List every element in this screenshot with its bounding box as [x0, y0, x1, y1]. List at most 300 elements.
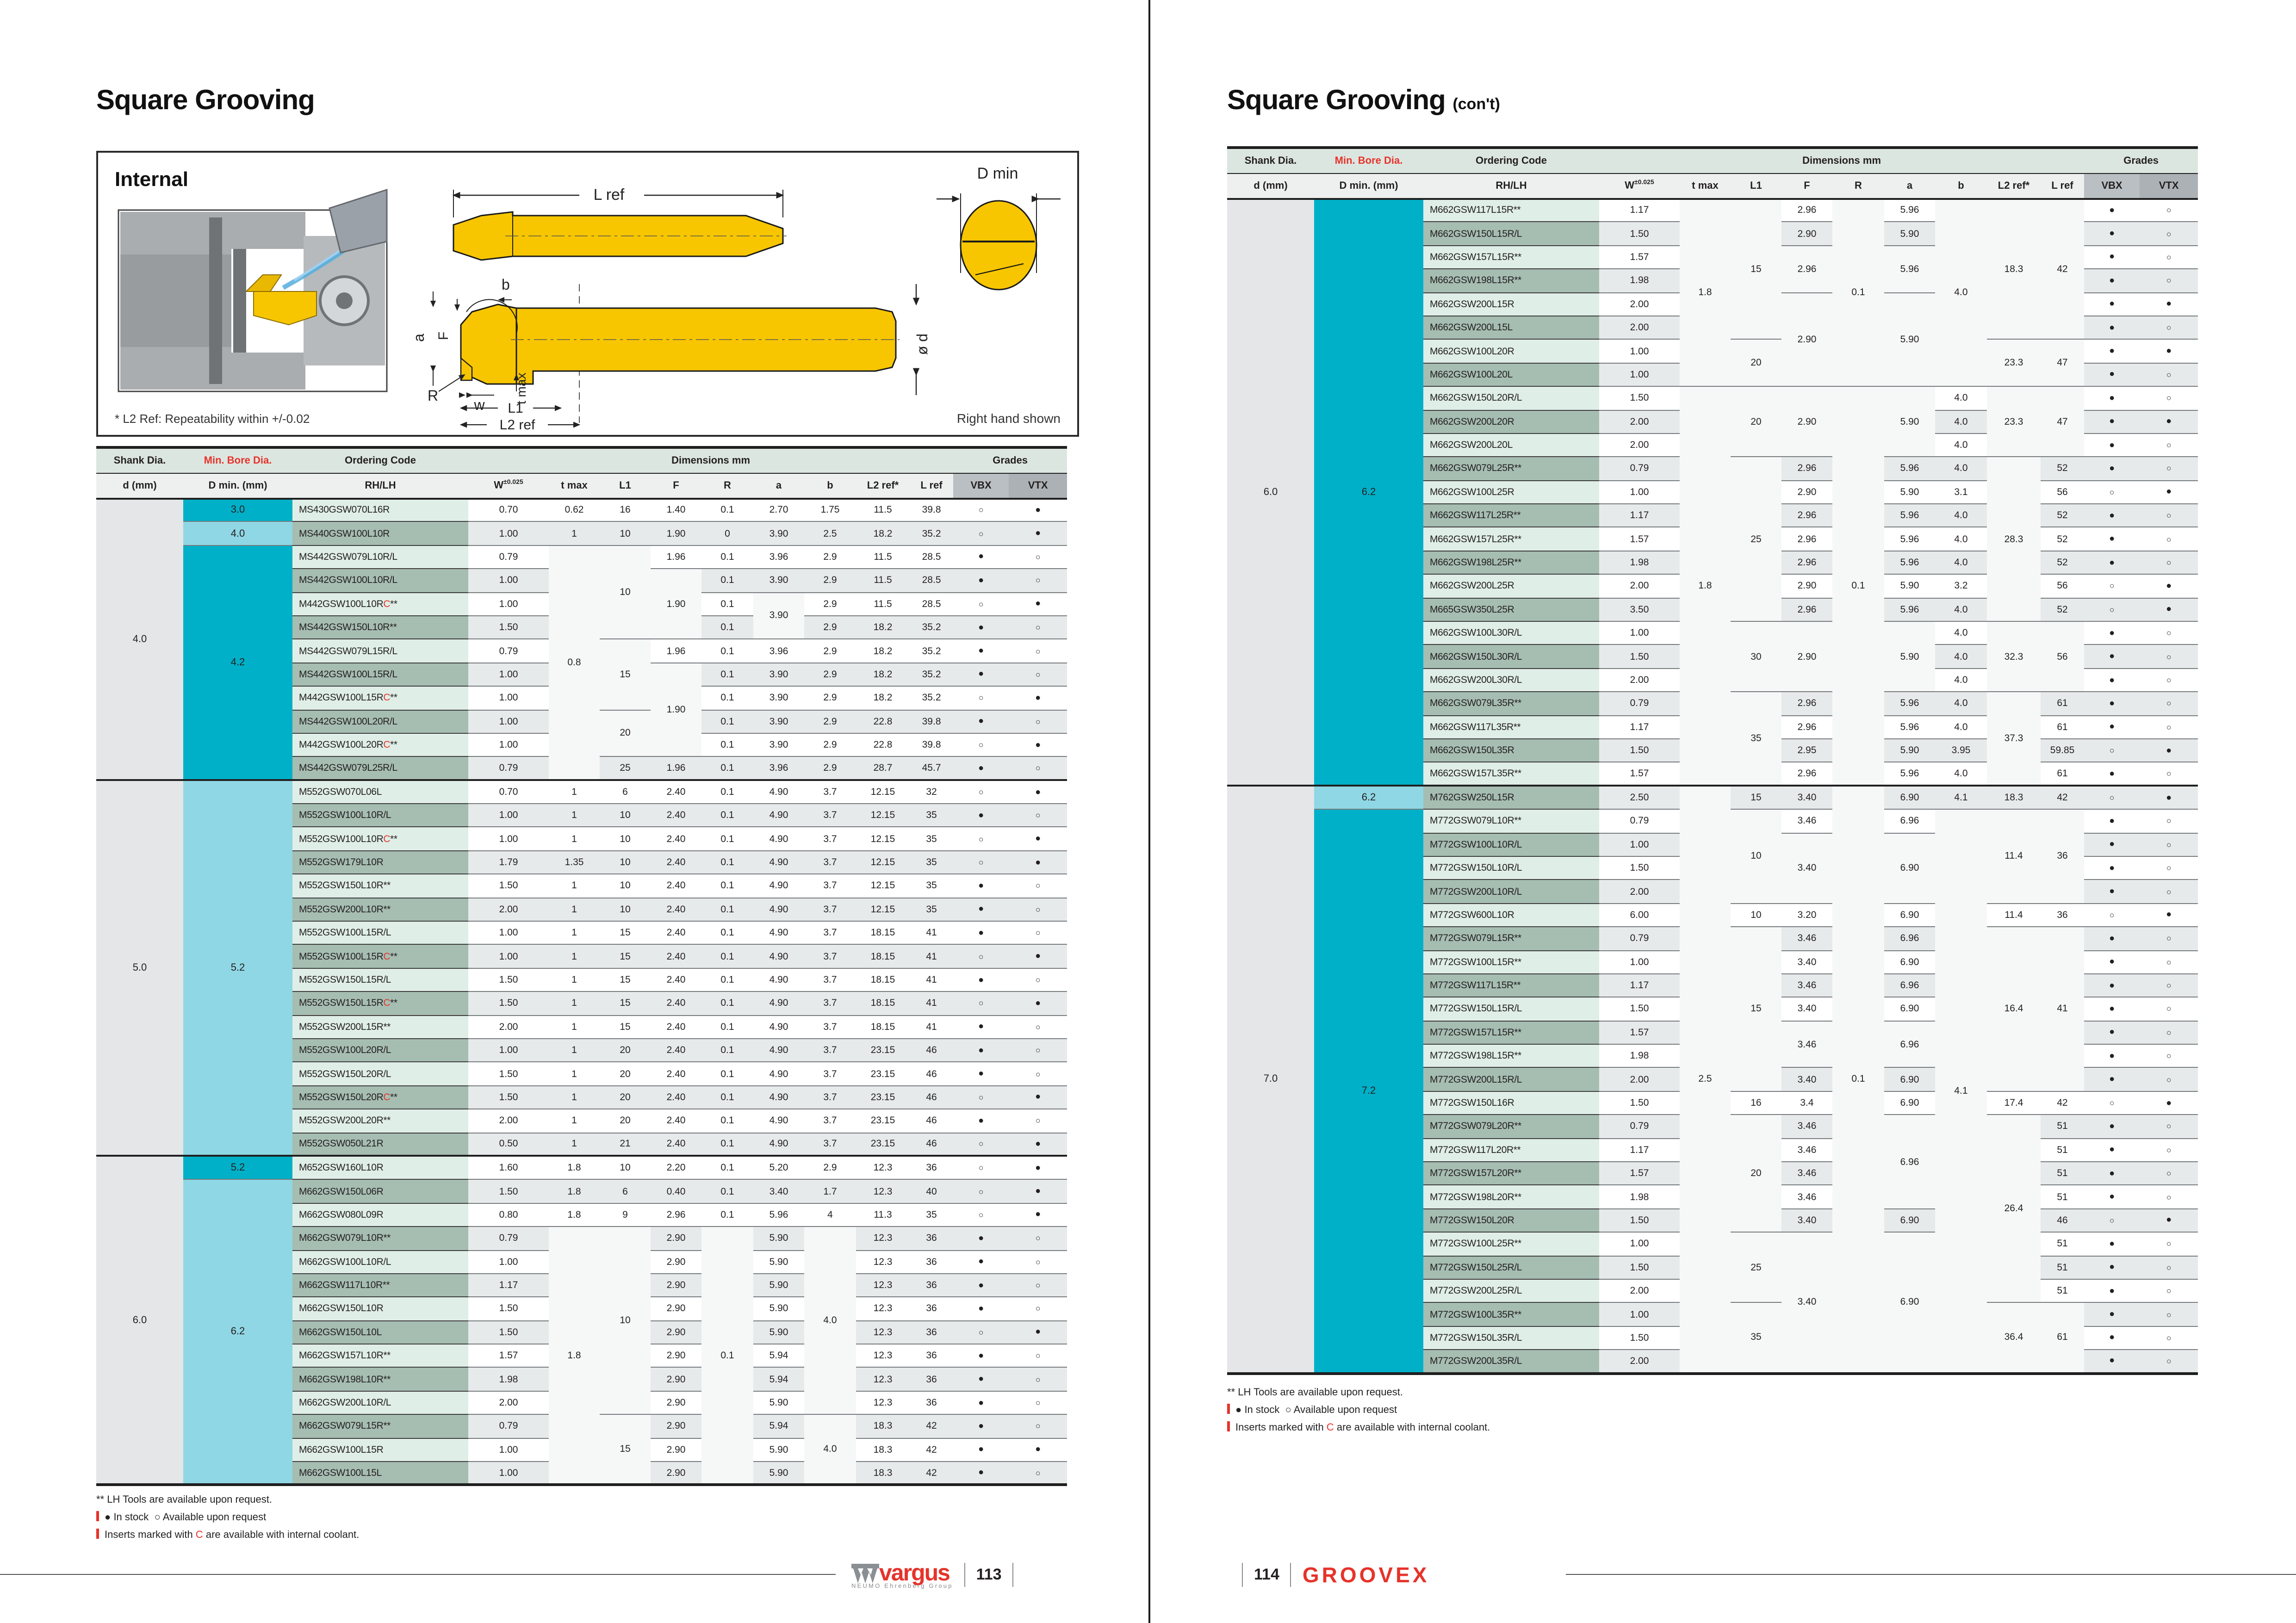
shank-dia: 6.0 — [1227, 198, 1314, 786]
a: 6.96 — [1884, 974, 1935, 997]
vbx-grade: ● — [953, 1368, 1009, 1391]
f: 2.40 — [651, 1015, 701, 1039]
vtx-grade: ○ — [2140, 1326, 2198, 1350]
a: 5.90 — [1884, 292, 1935, 386]
b: 3.7 — [804, 851, 856, 874]
in-stock-dot-icon: ● — [1235, 1405, 1242, 1416]
ordering-code: M662GSW150L10R — [292, 1297, 468, 1321]
w: 1.00 — [1599, 833, 1680, 856]
footnote-coolant — [1227, 1419, 1490, 1437]
f: 3.46 — [1781, 974, 1832, 997]
l-ref: 36 — [910, 1344, 953, 1368]
l-ref: 41 — [910, 945, 953, 968]
t-max: 1.35 — [549, 851, 600, 874]
vbx-grade: ● — [953, 968, 1009, 992]
l1: 20 — [600, 1086, 651, 1109]
header-vbx: VBX — [2084, 173, 2140, 198]
t-max: 0.62 — [549, 498, 600, 522]
f: 3.40 — [1781, 1068, 1832, 1091]
ordering-code: M662GSW157L15R** — [1423, 246, 1599, 269]
a: 6.96 — [1884, 1115, 1935, 1208]
ordering-code: M662GSW198L25R** — [1423, 551, 1599, 575]
l1: 10 — [600, 545, 651, 639]
l2-ref: 12.15 — [856, 874, 910, 898]
vargus-wordmark: vargus — [879, 1560, 949, 1586]
l1: 15 — [600, 639, 651, 710]
l-ref: 41 — [910, 968, 953, 992]
b: 3.7 — [804, 874, 856, 898]
l2-ref: 12.3 — [856, 1156, 910, 1180]
min-bore-dia: 5.2 — [183, 780, 292, 1156]
vtx-grade: ○ — [2140, 762, 2198, 786]
l2-ref: 12.3 — [856, 1274, 910, 1297]
w: 1.00 — [468, 1039, 549, 1062]
table-row — [1227, 198, 2198, 222]
l-ref: 46 — [910, 1109, 953, 1133]
ordering-code: M772GSW157L15R** — [1423, 1021, 1599, 1044]
in-stock-label: In stock — [113, 1512, 149, 1523]
r: 0.1 — [701, 1086, 753, 1109]
w: 1.00 — [468, 1250, 549, 1274]
w: 0.79 — [1599, 457, 1680, 481]
a: 5.90 — [753, 1462, 804, 1485]
a: 5.94 — [753, 1368, 804, 1391]
a: 3.90 — [753, 569, 804, 592]
b: 3.7 — [804, 1062, 856, 1086]
dim-label-b: b — [502, 276, 510, 293]
r: 0.1 — [701, 1133, 753, 1156]
vbx-grade: ○ — [953, 498, 1009, 522]
l-ref: 35.2 — [910, 686, 953, 710]
l2-ref: 11.4 — [1987, 903, 2041, 927]
header-dmin-mm: D min. (mm) — [183, 473, 292, 498]
l2-ref: 12.3 — [856, 1297, 910, 1321]
a: 6.90 — [1884, 833, 1935, 903]
vbx-grade: ● — [953, 804, 1009, 827]
l2-ref: 18.2 — [856, 522, 910, 545]
t-max: 1 — [549, 827, 600, 851]
r: 0.1 — [701, 1015, 753, 1039]
vbx-grade: ● — [953, 757, 1009, 781]
vbx-grade: ○ — [2084, 739, 2140, 762]
w: 0.70 — [468, 498, 549, 522]
l1: 15 — [600, 945, 651, 968]
f: 2.90 — [651, 1250, 701, 1274]
l2-ref: 18.15 — [856, 945, 910, 968]
a: 3.90 — [753, 733, 804, 757]
l-ref: 39.8 — [910, 733, 953, 757]
l1: 10 — [600, 1227, 651, 1414]
vtx-grade: ○ — [2140, 269, 2198, 292]
page-title-cont-suffix: (con't) — [1452, 95, 1500, 113]
header-a: a — [1884, 173, 1935, 198]
l1: 10 — [600, 804, 651, 827]
t-max: 1 — [549, 991, 600, 1015]
l-ref: 36 — [910, 1227, 953, 1250]
ordering-code: MS442GSW100L10R/L — [292, 569, 468, 592]
r: 0.1 — [701, 898, 753, 921]
l1: 15 — [600, 968, 651, 992]
f: 2.40 — [651, 1133, 701, 1156]
f: 3.46 — [1781, 1115, 1832, 1138]
ordering-code: M662GSW200L30R/L — [1423, 669, 1599, 692]
header-w-text: W — [494, 480, 504, 492]
w: 2.00 — [1599, 316, 1680, 340]
vtx-grade: ● — [2140, 480, 2198, 504]
w: 1.00 — [468, 921, 549, 945]
page-title-left — [96, 85, 315, 117]
vbx-grade: ● — [2084, 316, 2140, 340]
on-request-dot-icon: ○ — [154, 1512, 161, 1523]
l-ref: 35 — [910, 898, 953, 921]
w: 1.57 — [468, 1344, 549, 1368]
l2-ref: 12.15 — [856, 898, 910, 921]
r: 0.1 — [701, 545, 753, 569]
header-shank-dia: Shank Dia. — [1227, 148, 1314, 173]
b: 4.1 — [1935, 809, 1987, 1373]
a: 4.90 — [753, 804, 804, 827]
vtx-grade: ○ — [2140, 997, 2198, 1021]
b: 1.7 — [804, 1180, 856, 1203]
vtx-grade: ○ — [1009, 1227, 1067, 1250]
ordering-code: M662GSW150L20R/L — [1423, 386, 1599, 410]
r: 0.1 — [1832, 386, 1884, 786]
l1: 15 — [600, 921, 651, 945]
vbx-grade: ● — [2084, 504, 2140, 527]
w: 1.50 — [1599, 1091, 1680, 1115]
a: 5.90 — [1884, 222, 1935, 246]
a: 5.96 — [1884, 692, 1935, 715]
a: 5.90 — [1884, 575, 1935, 598]
t-max: 1 — [549, 1086, 600, 1109]
ordering-code: M772GSW200L10R/L — [1423, 880, 1599, 904]
ordering-code: M662GSW150L30R/L — [1423, 645, 1599, 669]
w: 0.79 — [468, 545, 549, 569]
l-ref: 56 — [2041, 621, 2084, 692]
f: 2.40 — [651, 898, 701, 921]
f: 2.90 — [651, 1391, 701, 1415]
f: 3.4 — [1781, 1091, 1832, 1115]
vbx-grade: ● — [2084, 856, 2140, 880]
f: 3.46 — [1781, 1138, 1832, 1162]
l2-ref: 22.8 — [856, 710, 910, 733]
l-ref: 35 — [910, 1203, 953, 1227]
vbx-grade: ● — [2084, 198, 2140, 222]
l1: 10 — [600, 851, 651, 874]
f: 1.96 — [651, 757, 701, 781]
l2-ref: 22.8 — [856, 733, 910, 757]
a: 5.96 — [1884, 551, 1935, 575]
vbx-grade: ● — [953, 1438, 1009, 1462]
b: 4.0 — [1935, 457, 1987, 481]
vbx-grade: ○ — [953, 1320, 1009, 1344]
l2-ref: 18.3 — [856, 1462, 910, 1485]
l2-ref: 18.3 — [856, 1438, 910, 1462]
ordering-code: M762GSW250L15R — [1423, 786, 1599, 810]
vbx-grade: ● — [2084, 1138, 2140, 1162]
ordering-code: M662GSW080L09R — [292, 1203, 468, 1227]
f: 2.90 — [651, 1227, 701, 1250]
vbx-grade: ● — [953, 545, 1009, 569]
ordering-code: MS442GSW100L20R/L — [292, 710, 468, 733]
w: 1.17 — [1599, 198, 1680, 222]
f: 2.90 — [651, 1344, 701, 1368]
red-bar-icon — [96, 1511, 99, 1521]
f: 3.40 — [1781, 786, 1832, 810]
vbx-grade: ○ — [2084, 1209, 2140, 1233]
w: 1.50 — [468, 1086, 549, 1109]
diagram-hand-note: Right hand shown — [956, 411, 1061, 426]
ordering-code: M662GSW200L20L — [1423, 434, 1599, 457]
b: 3.7 — [804, 1086, 856, 1109]
vtx-grade: ○ — [2140, 434, 2198, 457]
a: 4.90 — [753, 1086, 804, 1109]
vbx-grade: ● — [2084, 715, 2140, 739]
w: 1.50 — [1599, 739, 1680, 762]
w: 2.00 — [468, 1015, 549, 1039]
l2-ref: 12.3 — [856, 1391, 910, 1415]
vbx-grade: ● — [953, 616, 1009, 639]
r: 0.1 — [701, 1180, 753, 1203]
l2-ref: 18.3 — [1987, 786, 2041, 810]
ordering-code: M662GSW079L10R** — [292, 1227, 468, 1250]
w: 0.50 — [468, 1133, 549, 1156]
l1: 20 — [600, 710, 651, 757]
vtx-grade: ○ — [2140, 1115, 2198, 1138]
ordering-code: MS440GSW100L10R — [292, 522, 468, 545]
l-ref: 35.2 — [910, 639, 953, 663]
vtx-grade: ○ — [2140, 363, 2198, 386]
t-max: 1.8 — [1680, 386, 1731, 786]
ordering-code: M552GSW070L06L — [292, 780, 468, 804]
vtx-grade: ○ — [2140, 809, 2198, 833]
f: 1.90 — [651, 522, 701, 545]
b: 3.7 — [804, 945, 856, 968]
l1: 21 — [600, 1133, 651, 1156]
l1: 10 — [600, 827, 651, 851]
ordering-code: M552GSW200L15R** — [292, 1015, 468, 1039]
f: 1.90 — [651, 569, 701, 639]
vbx-grade: ● — [2084, 1350, 2140, 1373]
vtx-grade: ● — [1009, 1133, 1067, 1156]
ordering-code: M552GSW100L20R/L — [292, 1039, 468, 1062]
vtx-grade: ○ — [2140, 856, 2198, 880]
a: 6.96 — [1884, 809, 1935, 833]
l2-ref: 18.2 — [856, 663, 910, 686]
a: 6.90 — [1884, 1068, 1935, 1091]
vbx-grade: ● — [2084, 1115, 2140, 1138]
header-dimensions: Dimensions mm — [468, 447, 953, 473]
vbx-grade: ● — [2084, 1021, 2140, 1044]
w: 2.00 — [468, 1391, 549, 1415]
l1: 6 — [600, 1180, 651, 1203]
l-ref: 46 — [910, 1062, 953, 1086]
header-l1: L1 — [600, 473, 651, 498]
t-max: 1 — [549, 968, 600, 992]
ordering-code: M772GSW100L10R/L — [1423, 833, 1599, 856]
vtx-grade: ● — [2140, 575, 2198, 598]
header-ordering-code: Ordering Code — [1423, 148, 1599, 173]
header-vtx: VTX — [1009, 473, 1067, 498]
r: 0.1 — [701, 874, 753, 898]
t-max: 1 — [549, 1062, 600, 1086]
dim-label-od: ø d — [914, 333, 931, 355]
header-w — [468, 473, 549, 498]
vtx-grade: ● — [1009, 686, 1067, 710]
l2-ref: 12.3 — [856, 1180, 910, 1203]
r: 0.1 — [701, 991, 753, 1015]
b: 3.7 — [804, 898, 856, 921]
vbx-grade: ● — [2084, 1326, 2140, 1350]
a: 4.90 — [753, 991, 804, 1015]
header-tmax: t max — [549, 473, 600, 498]
l-ref: 42 — [910, 1414, 953, 1438]
ordering-code: M662GSW079L25R** — [1423, 457, 1599, 481]
w: 0.80 — [468, 1203, 549, 1227]
a: 5.20 — [753, 1156, 804, 1180]
l1: 25 — [1731, 457, 1781, 621]
l1: 15 — [600, 1015, 651, 1039]
vtx-grade: ● — [1009, 592, 1067, 616]
f: 3.20 — [1781, 903, 1832, 927]
w: 1.50 — [1599, 1326, 1680, 1350]
l-ref: 46 — [910, 1039, 953, 1062]
vtx-grade: ○ — [1009, 1274, 1067, 1297]
r: 0 — [701, 522, 753, 545]
groovex-footer — [1231, 1556, 1430, 1593]
t-max: 1 — [549, 522, 600, 545]
r: 0.1 — [701, 592, 753, 616]
ordering-code: M772GSW150L20R — [1423, 1209, 1599, 1233]
ordering-code: M662GSW100L15R — [292, 1438, 468, 1462]
vbx-grade: ● — [2084, 645, 2140, 669]
l2-ref: 28.3 — [1987, 457, 2041, 621]
l1: 16 — [1731, 1091, 1781, 1115]
ordering-code: M442GSW100L10RC** — [292, 592, 468, 616]
vtx-grade: ● — [2140, 786, 2198, 810]
r: 0.1 — [701, 710, 753, 733]
vtx-grade: ● — [1009, 1156, 1067, 1180]
min-bore-dia: 3.0 — [183, 498, 292, 522]
vbx-grade: ○ — [953, 592, 1009, 616]
ordering-code: MS442GSW079L10R/L — [292, 545, 468, 569]
f: 2.96 — [651, 1203, 701, 1227]
w: 1.79 — [468, 851, 549, 874]
f: 2.40 — [651, 945, 701, 968]
ordering-code: M665GSW350L25R — [1423, 598, 1599, 621]
l2-ref: 17.4 — [1987, 1091, 2041, 1115]
l-ref: 36 — [910, 1250, 953, 1274]
vargus-logo — [851, 1560, 953, 1590]
vtx-grade: ○ — [2140, 386, 2198, 410]
a: 5.96 — [1884, 457, 1935, 481]
l-ref: 36 — [2041, 809, 2084, 903]
f: 2.96 — [1781, 198, 1832, 222]
ordering-code: M662GSW150L06R — [292, 1180, 468, 1203]
ordering-code: M772GSW100L15R** — [1423, 950, 1599, 974]
vtx-grade: ● — [2140, 340, 2198, 363]
r: 0.1 — [701, 639, 753, 663]
l1: 20 — [1731, 1115, 1781, 1232]
l-ref: 36 — [910, 1320, 953, 1344]
l2-ref: 12.15 — [856, 851, 910, 874]
header-b: b — [804, 473, 856, 498]
dim-label-r: R — [428, 387, 439, 404]
ordering-code: M552GSW150L15RC** — [292, 991, 468, 1015]
vbx-grade: ● — [953, 1274, 1009, 1297]
w: 0.79 — [468, 639, 549, 663]
w: 0.79 — [1599, 1115, 1680, 1138]
vbx-grade: ● — [2084, 621, 2140, 645]
w: 1.50 — [468, 968, 549, 992]
a: 5.96 — [1884, 598, 1935, 621]
l-ref: 41 — [910, 921, 953, 945]
r: 0.1 — [701, 780, 753, 804]
l1: 15 — [1731, 198, 1781, 340]
l-ref: 42 — [910, 1438, 953, 1462]
b: 4.0 — [1935, 669, 1987, 692]
vbx-grade: ● — [953, 1109, 1009, 1133]
ordering-code: M662GSW079L35R** — [1423, 692, 1599, 715]
l2-ref: 12.3 — [856, 1344, 910, 1368]
a: 4.90 — [753, 1015, 804, 1039]
b: 2.9 — [804, 569, 856, 592]
l-ref: 52 — [2041, 551, 2084, 575]
a: 5.90 — [753, 1250, 804, 1274]
vbx-grade: ○ — [953, 780, 1009, 804]
vtx-grade: ● — [2140, 292, 2198, 316]
a: 4.90 — [753, 898, 804, 921]
dmin-front-view — [937, 165, 1061, 290]
l-ref: 61 — [2041, 1303, 2084, 1373]
l2-ref: 18.3 — [856, 1414, 910, 1438]
f: 2.90 — [1781, 222, 1832, 246]
ordering-code: M652GSW160L10R — [292, 1156, 468, 1180]
ordering-code: M772GSW150L15R/L — [1423, 997, 1599, 1021]
l2-ref: 12.3 — [856, 1320, 910, 1344]
ordering-code: M772GSW117L15R** — [1423, 974, 1599, 997]
l2-ref: 16.4 — [1987, 927, 2041, 1091]
coolant-note-pre: Inserts marked with — [1235, 1422, 1327, 1433]
ordering-code: M772GSW198L15R** — [1423, 1044, 1599, 1068]
vbx-grade: ● — [2084, 1068, 2140, 1091]
w: 1.50 — [1599, 1256, 1680, 1279]
a: 4.90 — [753, 1039, 804, 1062]
b: 2.9 — [804, 710, 856, 733]
header-w-text: W — [1625, 180, 1635, 192]
b: 4 — [804, 1203, 856, 1227]
a: 3.90 — [753, 663, 804, 686]
ordering-code: M552GSW150L20R/L — [292, 1062, 468, 1086]
ordering-code: M772GSW150L10R/L — [1423, 856, 1599, 880]
vbx-grade: ● — [2084, 386, 2140, 410]
vbx-grade: ○ — [953, 1180, 1009, 1203]
f: 2.96 — [1781, 527, 1832, 551]
b: 3.7 — [804, 921, 856, 945]
ordering-code: M772GSW150L16R — [1423, 1091, 1599, 1115]
f: 3.46 — [1781, 1021, 1832, 1068]
w: 1.50 — [1599, 386, 1680, 410]
in-stock-label: In stock — [1244, 1405, 1280, 1416]
dim-label-w: w — [474, 396, 485, 413]
min-bore-dia: 4.2 — [183, 545, 292, 781]
f: 2.90 — [651, 1462, 701, 1485]
vbx-grade: ● — [953, 639, 1009, 663]
vtx-grade: ○ — [2140, 1232, 2198, 1256]
w: 1.98 — [1599, 1185, 1680, 1209]
vbx-grade: ● — [2084, 363, 2140, 386]
w: 2.00 — [1599, 1068, 1680, 1091]
